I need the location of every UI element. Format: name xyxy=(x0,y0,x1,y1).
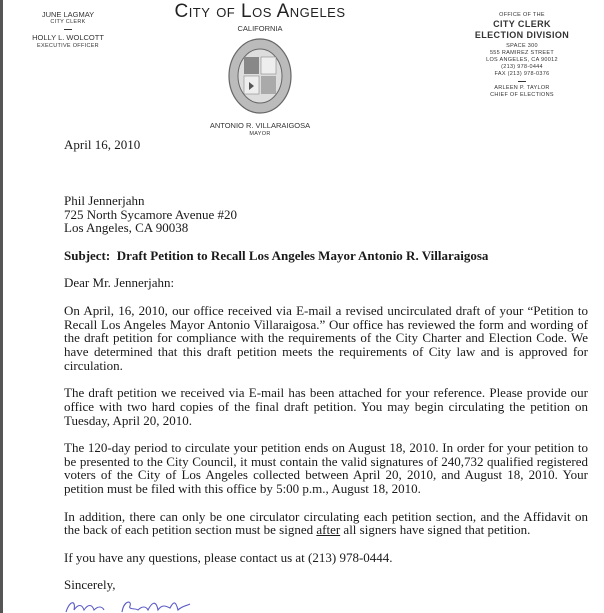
dept-election-division: ELECTION DIVISION xyxy=(474,30,570,41)
clerk-name: JUNE LAGMAY xyxy=(41,10,95,19)
state-name: CALIFORNIA xyxy=(237,23,283,33)
letter-paragraphs xyxy=(64,304,588,592)
scan-edge xyxy=(0,0,3,613)
dept-city-clerk: CITY CLERK xyxy=(493,18,551,29)
recipient-address xyxy=(64,194,588,235)
para4-text: all signers have signed that petition. xyxy=(340,522,531,538)
letterhead-right xyxy=(470,12,574,99)
officer-name: HOLLY L. WOLCOTT xyxy=(32,33,104,43)
paragraph xyxy=(64,510,588,537)
recipient-name: Phil Jennerjahn xyxy=(64,193,145,208)
mayor-name: ANTONIO R. VILLARAIGOSA xyxy=(209,121,311,131)
address-space: SPACE 300 xyxy=(506,43,538,50)
paragraph: The 120-day period to circulate your petition ends on August 18, 2010. In order for your petition to be presented to the City Council, it must contain the valid signatures of 240,732 qualified registered voters of the City of Los Angeles collected between April 20, 2010, and August 18, 2010. Your petition must be filed with this office by 5:00 p.m., August 18, 2010. xyxy=(64,440,588,497)
divider xyxy=(518,81,526,82)
recipient-street: 725 North Sycamore Avenue #20 xyxy=(64,206,238,222)
subject-label: Subject: xyxy=(64,248,111,263)
city-title: City of Los Angeles xyxy=(174,1,346,22)
paragraph: The draft petition we received via E-mail has been attached for your reference. Please provide our office with two hard copies of the final draft petition. You may begin circulating the petition on Tuesday, April 20, 2010. xyxy=(64,385,588,428)
office-of: OFFICE OF THE xyxy=(499,12,545,18)
city-seal-icon xyxy=(227,37,293,115)
mayor-title: MAYOR xyxy=(249,130,271,137)
salutation: Dear Mr. Jennerjahn: xyxy=(64,275,175,290)
officer-title: EXECUTIVE OFFICER xyxy=(37,42,99,49)
para4-text: In addition, there can only be one circulator circulating each petition section, and the Affidavit on the back of each petition section must be signed xyxy=(64,508,588,538)
letter-date: April 16, 2010 xyxy=(64,137,141,152)
contact-paragraph: If you have any questions, please contact us at (213) 978-0444. xyxy=(64,549,393,565)
phone: (213) 978-0444 xyxy=(501,64,543,70)
letterhead-left xyxy=(18,10,118,50)
subject-text: Draft Petition to Recall Los Angeles Mayor Antonio R. Villaraigosa xyxy=(116,248,489,263)
paragraph: On April, 16, 2010, our office received via E-mail a revised uncirculated draft of your “Petition to Recall Los Angeles Mayor Antonio Villaraigosa.” Our office has reviewed the form and wording of the draft petition for compliance with the requirements of the City Charter and Election Code. We have determined that this draft petition meets the requirements of City law and is approved for circulation. xyxy=(64,303,588,373)
recipient-city: Los Angeles, CA 90038 xyxy=(64,220,189,236)
clerk-title: CITY CLERK xyxy=(50,19,86,26)
divider xyxy=(64,29,72,30)
address-street: 555 RAMIREZ STREET xyxy=(489,50,555,57)
letterhead-center xyxy=(160,0,360,137)
closing: Sincerely, xyxy=(64,577,116,593)
fax: FAX (213) 978-0376 xyxy=(494,70,550,77)
para4-underlined: after xyxy=(316,522,341,538)
chief-name: ARLEEN P. TAYLOR xyxy=(494,84,550,91)
signature-icon xyxy=(62,598,202,613)
subject-line xyxy=(64,249,588,263)
chief-title: CHIEF OF ELECTIONS xyxy=(490,91,554,98)
address-city: LOS ANGELES, CA 90012 xyxy=(486,57,558,64)
